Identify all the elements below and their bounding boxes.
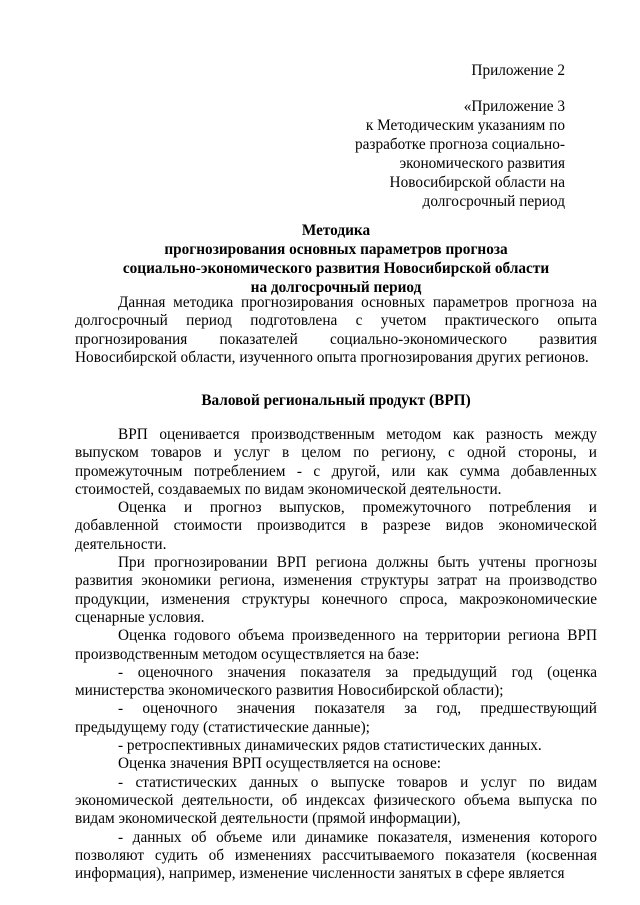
intro-paragraph: Данная методика прогнозирования основных параметров прогноза на долгосрочный период подготовлена с учетом практического опыта прогнозирования показателей социально-экономического развития Новосибирской области, изученного опыта прогнозирования других регионов. xyxy=(75,294,597,366)
list-item: - оценочного значения показателя за год, предшествующий предыдущему году (статистические данные); xyxy=(75,700,597,736)
title-line: социально-экономического развития Новосибирской области xyxy=(122,260,550,277)
list-item: - ретроспективных динамических рядов статистических данных. xyxy=(118,737,542,755)
list-item: - данных об объеме или динамике показателя, изменения которого позволяют судить об изменениях рассчитываемого показателя (косвенная информация), например, изменение численности занятых в сфере является xyxy=(75,828,597,883)
title-line: прогнозирования основных параметров прогноза xyxy=(164,241,508,258)
appendix-reference-line: Новосибирской области на xyxy=(389,174,565,191)
section-body xyxy=(75,426,597,883)
title-line: Методика xyxy=(301,222,371,239)
appendix-reference-line: к Методическим указаниям по xyxy=(365,117,565,134)
paragraph: Оценка и прогноз выпусков, промежуточного потребления и добавленной стоимости производится в разрезе видов экономической деятельности. xyxy=(75,499,597,553)
appendix-reference-line: «Приложение 3 xyxy=(463,98,565,115)
section-heading: Валовой региональный продукт (ВРП) xyxy=(201,392,471,409)
intro-section xyxy=(75,294,597,367)
appendix-reference-line: долгосрочный период xyxy=(422,193,565,210)
paragraph: ВРП оценивается производственным методом как разность между выпуском товаров и услуг в целом по региону, с одной стороны, и промежуточным потреблением - с другой, или как сумма добавленных стоимостей, создаваемых по видам экономической деятельности. xyxy=(75,426,597,498)
list-item: - оценочного значения показателя за предыдущий год (оценка министерства экономического развития Новосибирской области); xyxy=(75,663,597,700)
list-item: - статистических данных о выпуске товаров и услуг по видам экономической деятельности, об индексах физического объема выпуска по видам экономической деятельности (прямой информации), xyxy=(75,773,597,828)
appendix-reference-line: экономического развития xyxy=(399,155,565,172)
appendix-reference xyxy=(355,97,565,211)
document-title xyxy=(75,221,597,297)
title-line: на долгосрочный период xyxy=(250,279,422,296)
paragraph: Оценка значения ВРП осуществляется на основе: xyxy=(118,755,442,773)
paragraph: При прогнозировании ВРП региона должны быть учтены прогнозы развития экономики региона, изменения структуры затрат на производство продукции, изменения структуры конечного спроса, макроэкономические сценарные условия. xyxy=(75,554,597,626)
appendix-reference-line: разработке прогноза социально- xyxy=(354,136,565,153)
appendix-label: Приложение 2 xyxy=(471,62,565,79)
paragraph: Оценка годового объема произведенного на территории региона ВРП производственным методом осуществляется на базе: xyxy=(75,627,597,663)
